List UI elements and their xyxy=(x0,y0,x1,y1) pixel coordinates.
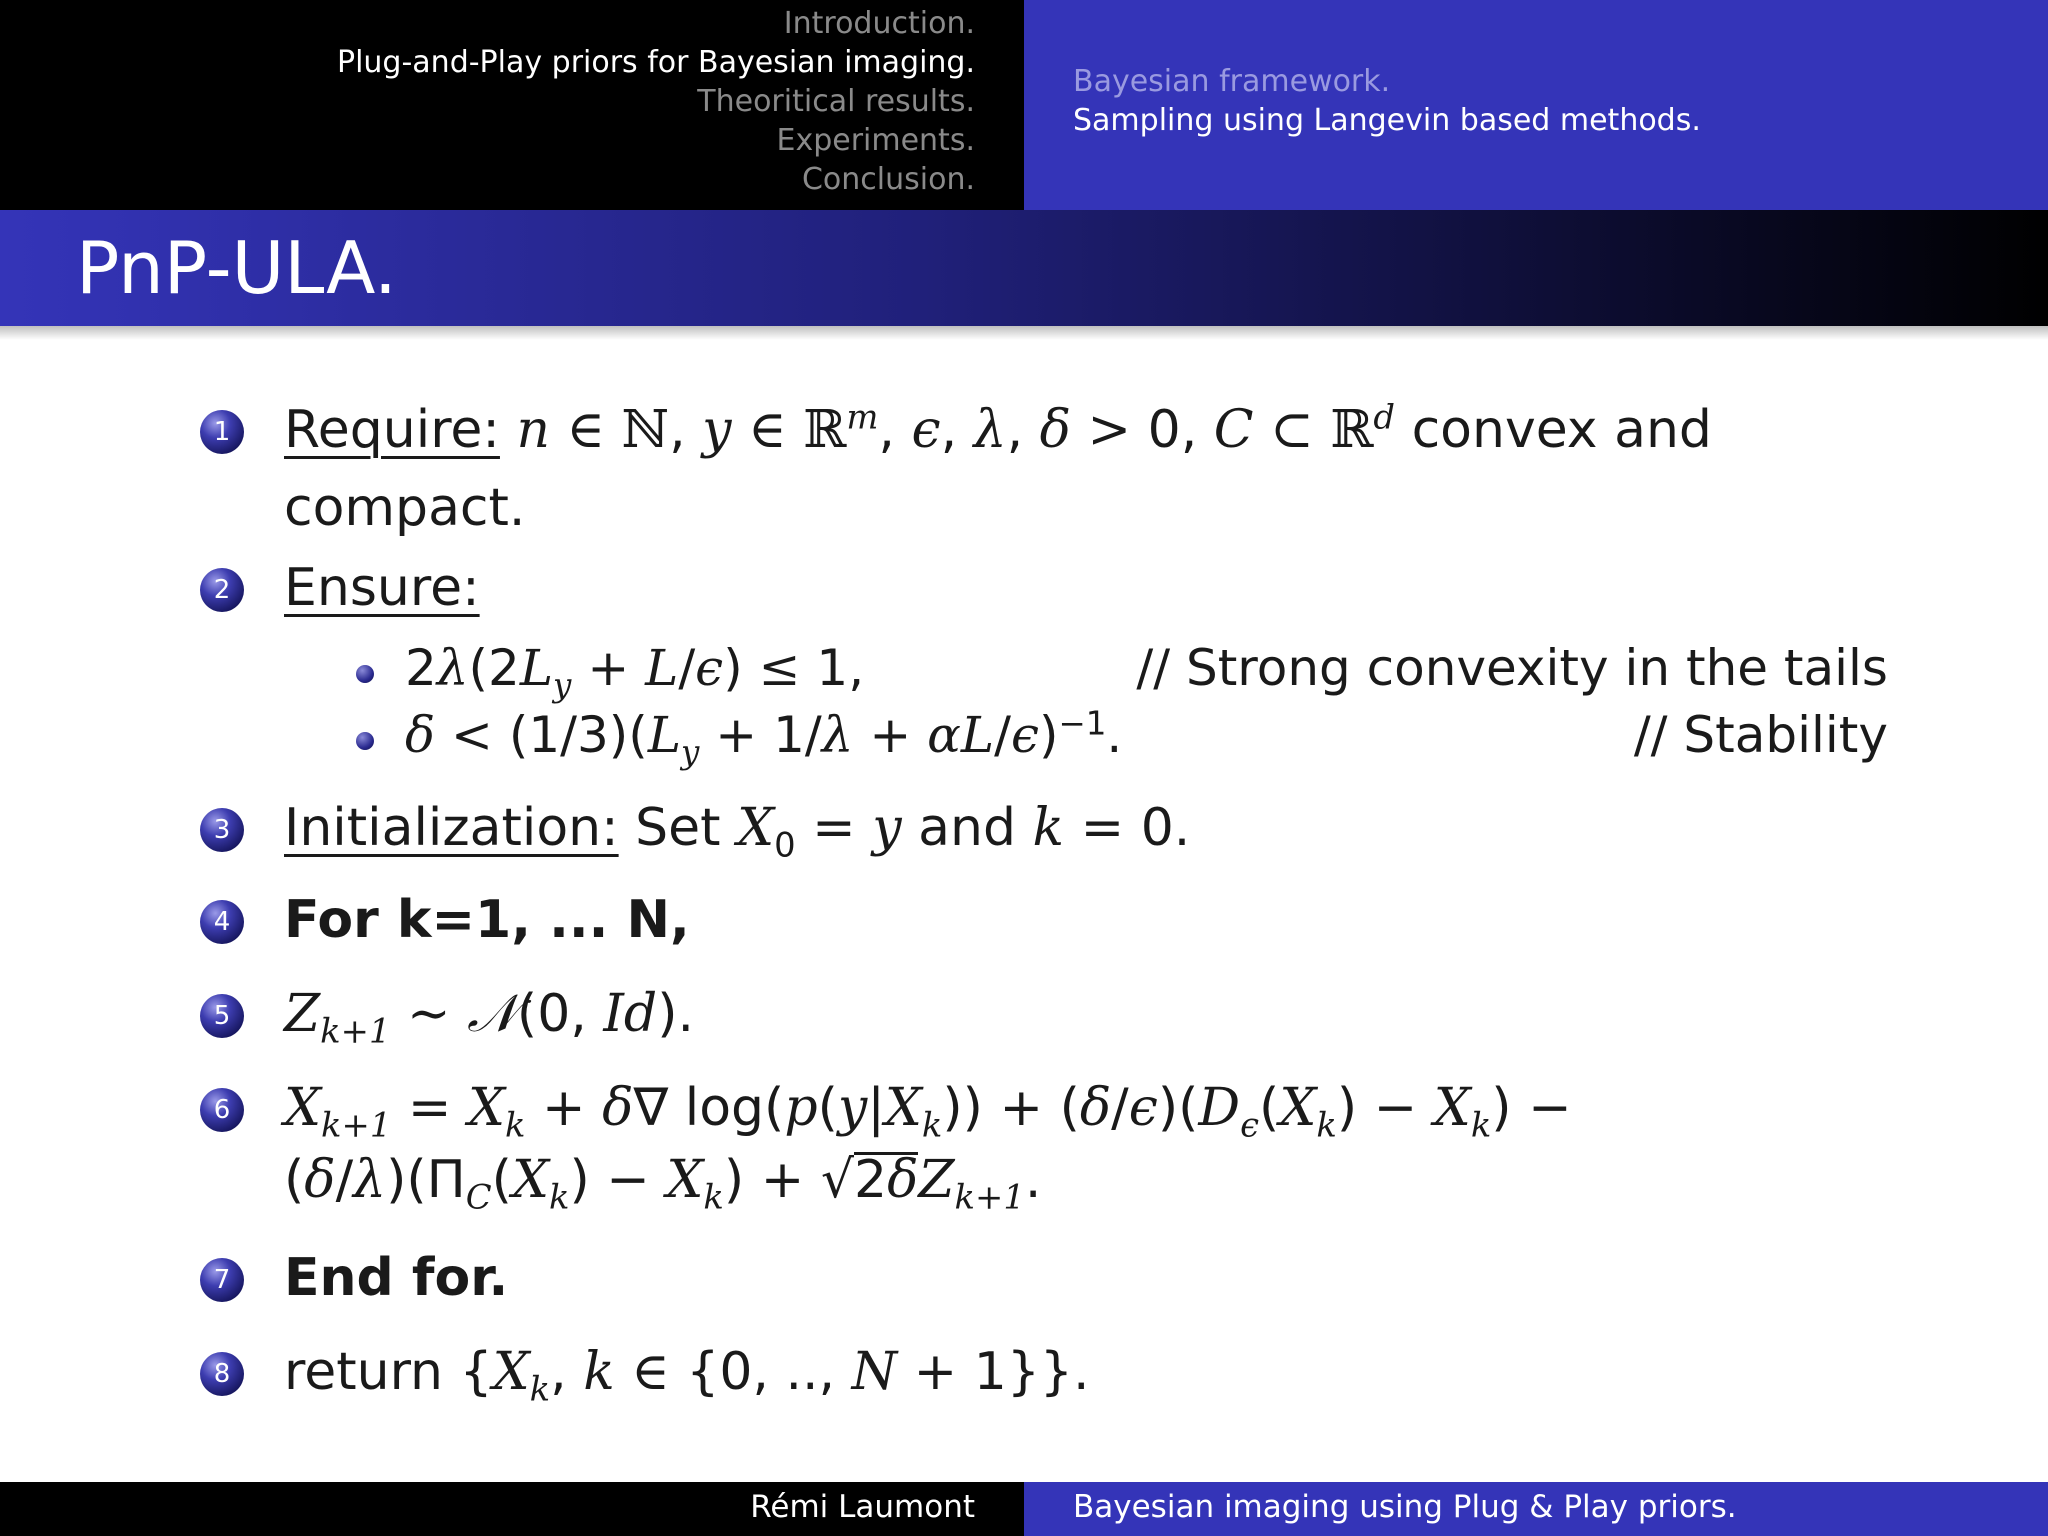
step-6-line-2: $(\delta/\lambda)(\Pi_C(X_k) - X_k) + √2\delta Z_{k+1}$. xyxy=(284,1150,1042,1217)
nav-section-conclusion[interactable]: Conclusion. xyxy=(801,162,975,197)
ensure-condition-1-math: $2\lambda(2L_y + L/\epsilon) \le 1$, xyxy=(405,639,865,704)
step-1-text: Require: n ∈ ℕ, y ∈ ℝ$^m$, ϵ, λ, δ > 0, C ⊂ ℝ$^d$ convex and xyxy=(284,397,1712,460)
step-number-badge: 8 xyxy=(200,1352,244,1396)
title-bar-shadow xyxy=(0,326,2048,340)
step-3-text: Initialization: Set $X_0 = y$ and k = 0. xyxy=(284,798,1191,865)
slide-title: PnP-ULA. xyxy=(76,226,397,310)
header-navigation xyxy=(0,0,2048,210)
step-number-badge: 2 xyxy=(200,568,244,612)
step-number-badge: 4 xyxy=(200,900,244,944)
step-6-line-1: $X_{k+1} = X_k + \delta\nabla$ $\log(p(y|X_k)) + (\delta/\epsilon)(D_\epsilon(X_k) - X_k)$ − xyxy=(284,1078,1572,1145)
step-number-badge: 3 xyxy=(200,808,244,852)
footer-talk-title: Bayesian imaging using Plug & Play priors. xyxy=(1073,1489,1737,1525)
nav-section-plug-and-play[interactable]: Plug-and-Play priors for Bayesian imaging. xyxy=(336,45,975,80)
nav-subsection-bayesian-framework[interactable]: Bayesian framework. xyxy=(1073,64,1391,99)
step-5-text: $Z_{k+1}$ ∼ 𝒩(0, Id). xyxy=(284,984,695,1051)
step-1-continuation: compact. xyxy=(284,478,526,538)
step-4-text: For k=1, ... N, xyxy=(284,890,690,950)
nav-section-theoretical-results[interactable]: Theoritical results. xyxy=(697,84,975,119)
ensure-condition-2-comment: // Stability xyxy=(1633,706,1888,764)
ensure-condition-1-comment: // Strong convexity in the tails xyxy=(1136,639,1888,697)
step-number-badge: 5 xyxy=(200,994,244,1038)
bullet-icon xyxy=(356,732,374,750)
step-number-badge: 6 xyxy=(200,1088,244,1132)
nav-section-introduction[interactable]: Introduction. xyxy=(783,6,975,41)
footer-author: Rémi Laumont xyxy=(750,1489,975,1525)
step-1-keyword: Require: xyxy=(284,400,500,460)
step-2-keyword: Ensure: xyxy=(284,558,480,618)
step-number-badge: 7 xyxy=(200,1258,244,1302)
footer-author-bar xyxy=(0,1482,1024,1536)
step-7-text: End for. xyxy=(284,1248,509,1308)
nav-section-experiments[interactable]: Experiments. xyxy=(776,123,975,158)
section-navigation xyxy=(0,0,1024,210)
step-number-badge: 1 xyxy=(200,410,244,454)
step-8-text: return {$X_k$, k ∈ {0, .., N + 1}}. xyxy=(284,1342,1090,1409)
ensure-condition-2-math: $\delta < (1/3)(L_y + 1/\lambda + \alpha L/\epsilon)^{-1}$. xyxy=(405,704,1123,771)
title-bar xyxy=(0,210,2048,326)
nav-subsection-langevin-sampling[interactable]: Sampling using Langevin based methods. xyxy=(1073,103,1701,138)
footer-title-bar xyxy=(1024,1482,2048,1536)
step-3-keyword: Initialization: xyxy=(284,798,619,858)
bullet-icon xyxy=(356,665,374,683)
subsection-navigation xyxy=(1024,0,2048,210)
